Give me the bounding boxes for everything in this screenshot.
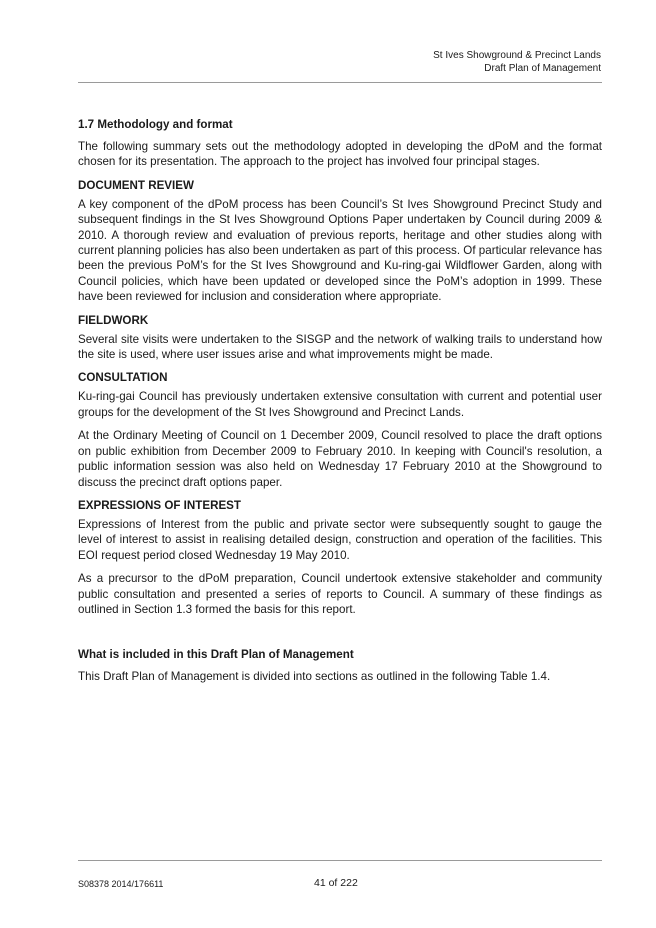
stage-heading-consultation: CONSULTATION [78,371,168,385]
included-title: What is included in this Draft Plan of Management [78,648,354,662]
stage-heading-expressions-of-interest: EXPRESSIONS OF INTEREST [78,498,241,512]
header-divider [78,82,602,83]
stage-paragraph: Ku-ring-gai Council has previously undertaken extensive consultation with current and potential user groups for the development of the St Ives Showground and Precinct Lands. [78,390,602,419]
included-text: This Draft Plan of Management is divided into sections as outlined in the following Table 1.4. [78,670,551,684]
stage-paragraph: At the Ordinary Meeting of Council on 1 December 2009, Council resolved to place the draft options on public exhibition from December 2009 to February 2010. In keeping with Council's resolution, a public information session was also held on Wednesday 17 February 2010 at the Showground to discuss the precinct draft options paper. [78,429,602,489]
section-intro: The following summary sets out the methodology adopted in developing the dPoM and the format chosen for its presentation. The approach to the project has involved four principal stages. [78,140,602,169]
page-content [78,117,602,693]
page-number: 41 of 222 [314,877,358,889]
stage-paragraph: As a precursor to the dPoM preparation, Council undertook extensive stakeholder and community public consultation and presented a series of reports to Council. A summary of these findings as outlined in Section 1.3 formed the basis for this report. [78,572,602,616]
footer-divider [78,860,602,861]
section-spacer [78,625,602,647]
header-line-1: St Ives Showground & Precinct Lands [433,50,601,61]
stage-paragraph: Expressions of Interest from the public and private sector were subsequently sought to gauge the level of interest to assist in realising detailed design, construction and operation of the facilities. This EOI request period closed Wednesday 19 May 2010. [78,517,602,562]
stage-paragraph: A key component of the dPoM process has been Council’s St Ives Showground Precinct Study and subsequent findings in the St Ives Showground Options Paper undertaken by Council during 2009 & 2010. A thorough review and evaluation of previous reports, heritage and other studies along with current planning policies has also been undertaken as part of this process. Of particular relevance has been the previous PoM’s for the St Ives Showground and Ku-ring-gai Wildflower Garden, along with Council policies, which have been updated or developed since the PoM’s adoption in 1999. These have been reviewed for inclusion and consideration where appropriate. [78,197,602,304]
header-line-2: Draft Plan of Management [484,63,601,74]
stage-paragraph: Several site visits were undertaken to the SISGP and the network of walking trails to understand how the site is used, where user issues arise and what improvements might be made. [78,332,602,362]
section-title: 1.7 Methodology and format [78,118,233,131]
document-reference: S08378 2014/176611 [78,879,164,889]
stage-heading-document-review: DOCUMENT REVIEW [78,178,194,192]
page-header [201,49,601,75]
stage-heading-fieldwork: FIELDWORK [78,313,149,327]
